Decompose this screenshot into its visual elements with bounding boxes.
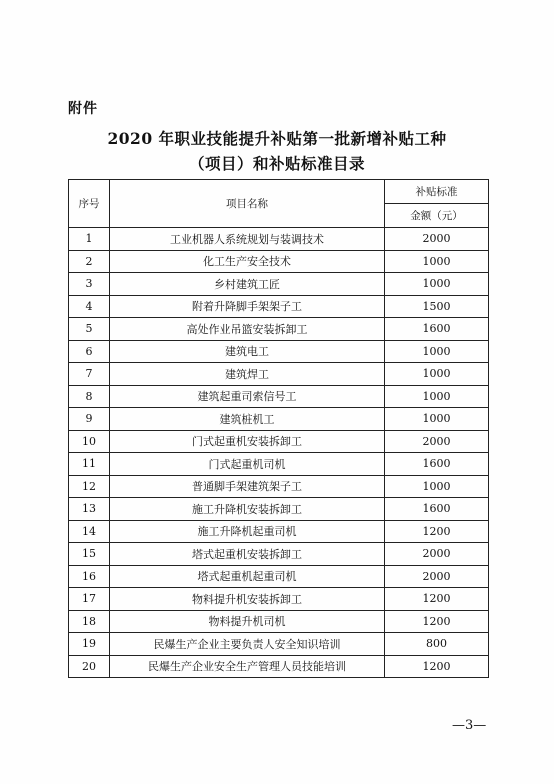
cell-name: 塔式起重机起重司机 [110, 565, 385, 588]
cell-amount: 1000 [385, 273, 489, 296]
cell-amount: 1200 [385, 610, 489, 633]
table-row [69, 520, 489, 543]
cell-amount: 800 [385, 633, 489, 656]
table-row [69, 565, 489, 588]
table-row [69, 610, 489, 633]
cell-name: 物料提升机安装拆卸工 [110, 588, 385, 611]
cell-name: 塔式起重机安装拆卸工 [110, 543, 385, 566]
cell-name: 民爆生产企业安全生产管理人员技能培训 [110, 655, 385, 678]
table-row [69, 408, 489, 431]
cell-no: 5 [69, 318, 110, 341]
cell-no: 12 [69, 475, 110, 498]
cell-amount: 2000 [385, 565, 489, 588]
cell-amount: 2000 [385, 430, 489, 453]
cell-amount: 1000 [385, 475, 489, 498]
table-row [69, 363, 489, 386]
cell-no: 1 [69, 228, 110, 251]
cell-amount: 1200 [385, 588, 489, 611]
page-number: —3— [452, 718, 487, 733]
table-row [69, 588, 489, 611]
cell-no: 14 [69, 520, 110, 543]
table-row [69, 250, 489, 273]
cell-amount: 1000 [385, 385, 489, 408]
cell-name: 物料提升机司机 [110, 610, 385, 633]
cell-amount: 1500 [385, 295, 489, 318]
cell-no: 17 [69, 588, 110, 611]
cell-name: 化工生产安全技术 [110, 250, 385, 273]
cell-no: 3 [69, 273, 110, 296]
cell-no: 7 [69, 363, 110, 386]
subsidy-catalog-table [68, 179, 489, 678]
cell-no: 16 [69, 565, 110, 588]
table-row [69, 543, 489, 566]
cell-name: 建筑桩机工 [110, 408, 385, 431]
table-body [69, 228, 489, 678]
cell-name: 高处作业吊篮安装拆卸工 [110, 318, 385, 341]
cell-name: 工业机器人系统规划与装调技术 [110, 228, 385, 251]
table-row [69, 655, 489, 678]
cell-amount: 1000 [385, 363, 489, 386]
document-title-line-2: （项目）和补贴标准目录 [188, 154, 365, 173]
cell-name: 附着升降脚手架架子工 [110, 295, 385, 318]
cell-no: 4 [69, 295, 110, 318]
cell-no: 13 [69, 498, 110, 521]
table-header-row [69, 180, 489, 204]
table-row [69, 273, 489, 296]
cell-no: 11 [69, 453, 110, 476]
cell-amount: 1000 [385, 340, 489, 363]
cell-no: 9 [69, 408, 110, 431]
cell-amount: 1000 [385, 408, 489, 431]
cell-name: 民爆生产企业主要负责人安全知识培训 [110, 633, 385, 656]
column-header-name: 项目名称 [110, 180, 385, 228]
document-title-line-1: 2020 年职业技能提升补贴第一批新增补贴工种 [107, 129, 447, 148]
cell-amount: 1200 [385, 655, 489, 678]
cell-name: 施工升降机安装拆卸工 [110, 498, 385, 521]
cell-amount: 1000 [385, 250, 489, 273]
cell-amount: 1200 [385, 520, 489, 543]
table-row [69, 295, 489, 318]
cell-name: 建筑电工 [110, 340, 385, 363]
table-row [69, 475, 489, 498]
cell-no: 18 [69, 610, 110, 633]
cell-no: 10 [69, 430, 110, 453]
table-row [69, 430, 489, 453]
cell-no: 20 [69, 655, 110, 678]
cell-no: 2 [69, 250, 110, 273]
cell-name: 门式起重机安装拆卸工 [110, 430, 385, 453]
cell-amount: 1600 [385, 498, 489, 521]
table-row [69, 453, 489, 476]
cell-name: 建筑焊工 [110, 363, 385, 386]
cell-no: 6 [69, 340, 110, 363]
table-row [69, 633, 489, 656]
cell-name: 门式起重机司机 [110, 453, 385, 476]
table-row [69, 318, 489, 341]
cell-name: 乡村建筑工匠 [110, 273, 385, 296]
table-row [69, 228, 489, 251]
table-row [69, 385, 489, 408]
column-header-standard: 补贴标准 [385, 180, 489, 204]
attachment-label: 附件 [68, 101, 98, 117]
cell-name: 施工升降机起重司机 [110, 520, 385, 543]
cell-no: 8 [69, 385, 110, 408]
cell-no: 19 [69, 633, 110, 656]
cell-no: 15 [69, 543, 110, 566]
column-header-no: 序号 [69, 180, 110, 228]
cell-amount: 2000 [385, 543, 489, 566]
cell-amount: 2000 [385, 228, 489, 251]
table-row [69, 340, 489, 363]
cell-amount: 1600 [385, 318, 489, 341]
table-row [69, 498, 489, 521]
cell-name: 普通脚手架建筑架子工 [110, 475, 385, 498]
column-header-amount: 金额（元） [385, 204, 489, 228]
cell-amount: 1600 [385, 453, 489, 476]
cell-name: 建筑起重司索信号工 [110, 385, 385, 408]
